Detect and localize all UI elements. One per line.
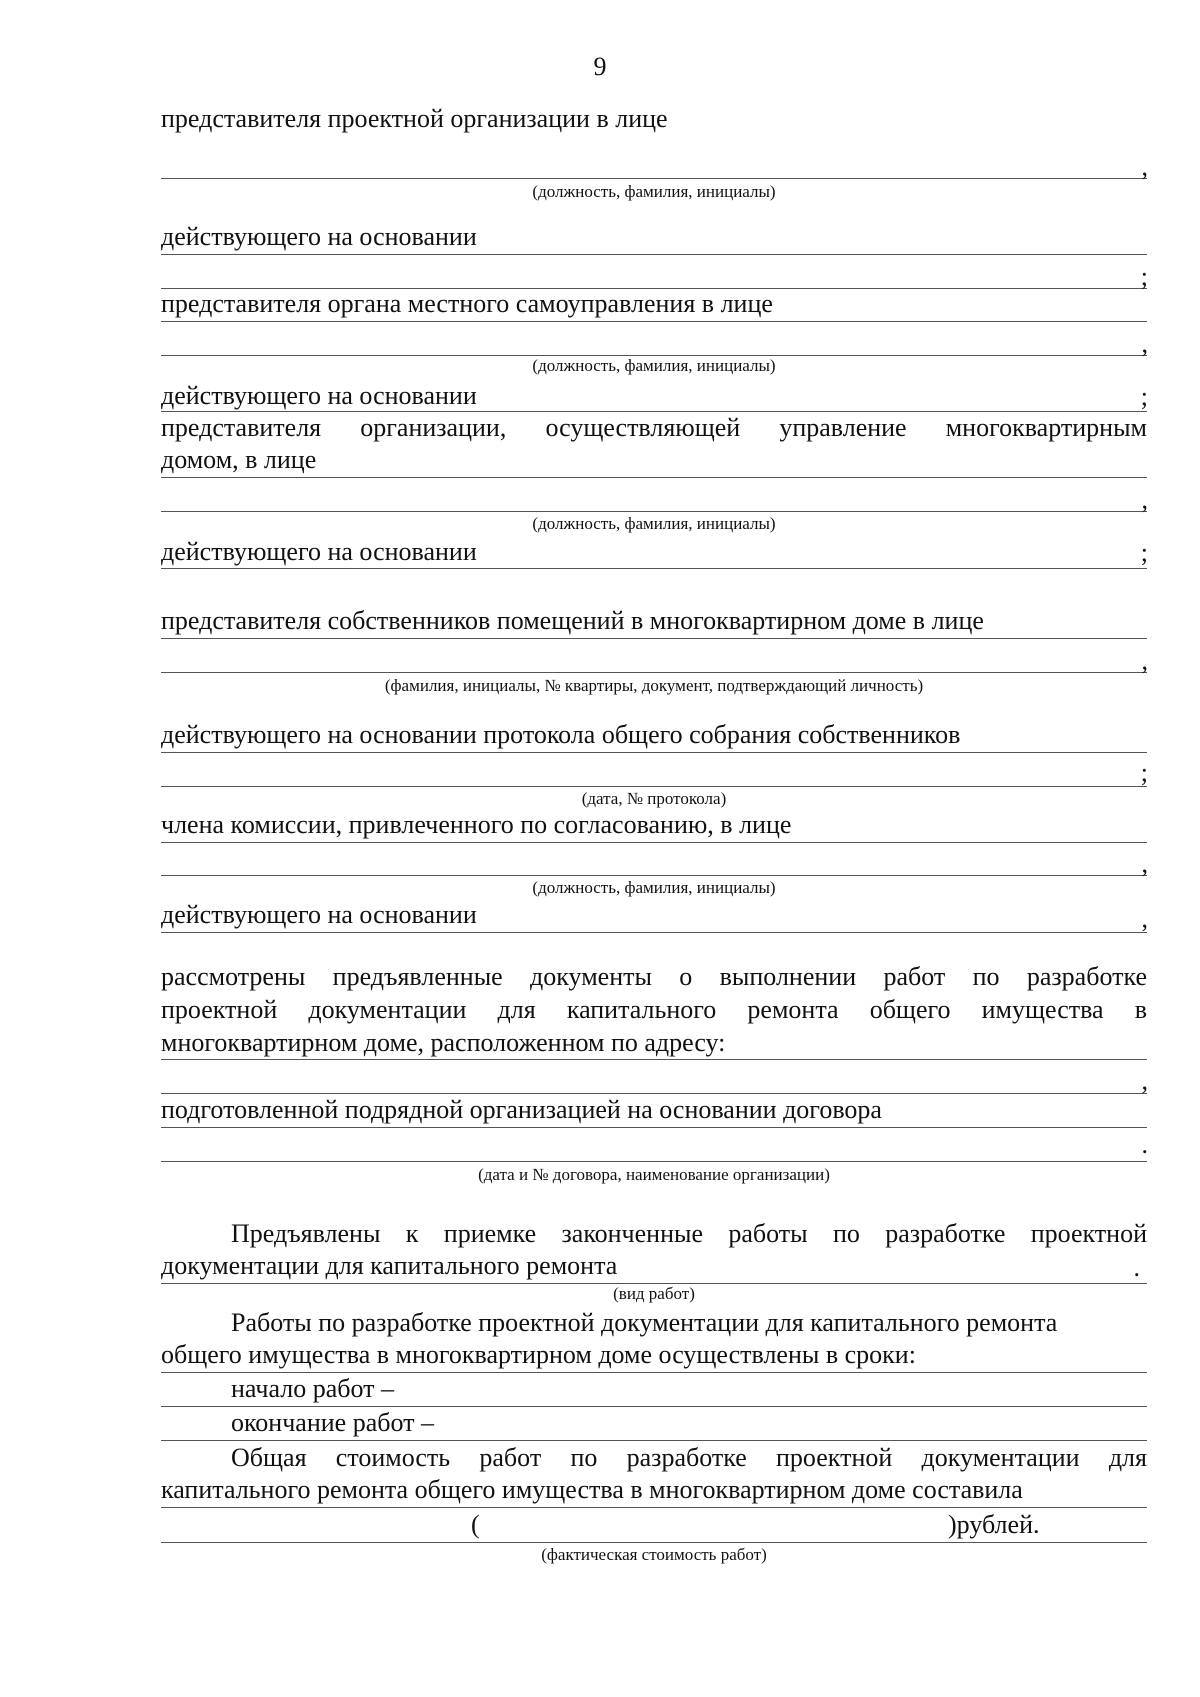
blank-line [161,1440,1147,1441]
paren-close-rubles: )рублей. [948,1510,1040,1539]
start-label: начало работ – [231,1374,395,1403]
blank-line [161,1542,1147,1543]
period-mark: . [1133,1253,1140,1282]
acting-basis-label: действующего на основании [161,900,477,929]
acting-basis-label: действующего на основании [161,222,477,251]
semicolon-mark: ; [1140,262,1148,291]
blank-line [161,786,1147,787]
semicolon-mark: ; [1140,382,1148,411]
blank-line [161,1406,1147,1407]
comma-mark: , [1141,329,1148,358]
comma-mark: , [1141,485,1148,514]
cost-line1: Общая стоимость работ по разработке проектной документации для [231,1443,1147,1472]
semicolon-mark: ; [1140,758,1148,787]
acting-basis-label: действующего на основании [161,537,477,566]
period-mark: . [1141,1130,1148,1159]
blank-line [161,842,1147,843]
comma-mark: , [1141,152,1148,181]
blank-line [161,411,1147,412]
caption-position: (должность, фамилия, инициалы) [532,356,776,375]
reviewed-line1: рассмотрены предъявленные документы о выполнении работ по разработке [161,962,1147,991]
blank-line [161,1127,1147,1128]
caption-work-type: (вид работ) [613,1284,695,1303]
terms-line1: Работы по разработке проектной документации для капитального ремонта [231,1308,1058,1337]
terms-line2: общего имущества в многоквартирном доме осуществлены в сроки: [161,1340,916,1369]
rep-mgmt-org-label-line2: домом, в лице [161,445,317,474]
rep-local-gov-label: представителя органа местного самоуправления в лице [161,289,773,318]
caption-contract: (дата и № договора, наименование организации) [478,1165,830,1184]
blank-line [161,1507,1147,1508]
caption-protocol: (дата, № протокола) [581,789,727,808]
blank-line [161,672,1147,673]
blank-line [161,638,1147,639]
blank-line [161,1093,1147,1094]
blank-line [161,875,1147,876]
commission-member-label: члена комиссии, привлеченного по согласованию, в лице [161,810,792,839]
rep-owners-label: представителя собственников помещений в многоквартирном доме в лице [161,606,984,635]
blank-line [161,1161,1147,1162]
blank-line [161,932,1147,933]
presented-line2: документации для капитального ремонта [161,1251,618,1280]
blank-line [161,254,1147,255]
comma-mark: , [1141,904,1148,933]
reviewed-line2: проектной документации для капитального ремонта общего имущества в [161,995,1147,1024]
blank-line [161,321,1147,322]
acting-protocol-label: действующего на основании протокола общего собрания собственников [161,720,961,749]
blank-line [161,178,1147,179]
caption-position: (должность, фамилия, инициалы) [532,182,776,201]
page-number: 9 [593,52,607,81]
caption-position: (должность, фамилия, инициалы) [532,514,776,533]
blank-line [161,568,1147,569]
blank-line [161,1372,1147,1373]
reviewed-line3: многоквартирном доме, расположенном по адресу: [161,1028,726,1057]
end-label: окончание работ – [231,1408,434,1437]
caption-cost: (фактическая стоимость работ) [541,1545,767,1564]
semicolon-mark: ; [1140,538,1148,567]
cost-line2: капитального ремонта общего имущества в многоквартирном доме составила [161,1475,1023,1504]
blank-line [161,752,1147,753]
blank-line [161,477,1147,478]
rep-mgmt-org-label-line1: представителя организации, осуществляющей управление многоквартирным [161,413,1147,442]
comma-mark: , [1141,1066,1148,1095]
paren-open: ( [471,1510,480,1539]
blank-line [161,511,1147,512]
comma-mark: , [1141,646,1148,675]
blank-line [161,1059,1147,1060]
acting-basis-label: действующего на основании [161,381,477,410]
prepared-by-label: подготовленной подрядной организацией на основании договора [161,1095,882,1124]
caption-owner: (фамилия, инициалы, № квартиры, документ, подтверждающий личность) [384,676,924,695]
rep-design-org-label: представителя проектной организации в лице [161,104,668,133]
presented-line1: Предъявлены к приемке законченные работы по разработке проектной [231,1219,1147,1248]
comma-mark: , [1141,849,1148,878]
caption-position: (должность, фамилия, инициалы) [532,878,776,897]
